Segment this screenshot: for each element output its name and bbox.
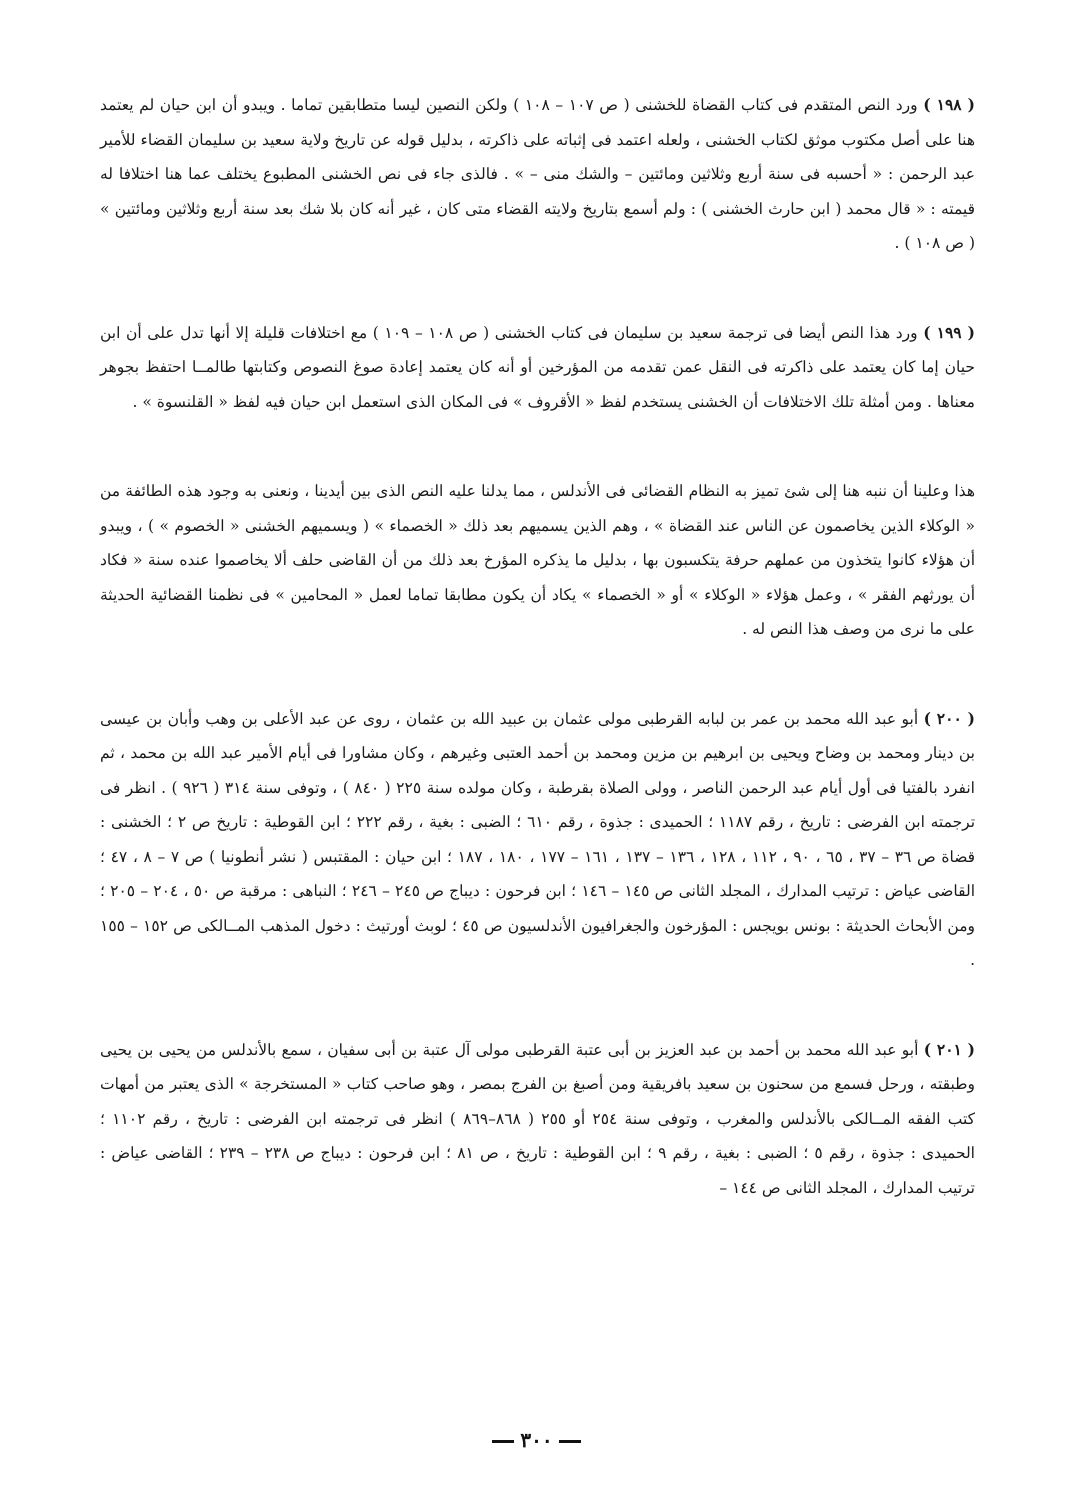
footnote-201 (100, 1033, 975, 1206)
dash-decoration (492, 1440, 514, 1443)
footnote-number: ( ١٩٩ ) (923, 322, 975, 342)
footnote-text: أبو عبد الله محمد بن أحمد بن عبد العزيز بن أبى عتبة القرطبى مولى آل عتبة بن أبى سفيان ، سمع بالأندلس من يحيى بن يحيى وطبقته ، ورحل فسمع من سحنون بن سعيد بافريقية ومن أصبغ بن الفرج بمصر ، وهو صاحب كتاب « المستخرجة » الذى يعتبر من أمهات كتب الفقه المــالكى بالأندلس والمغرب ، وتوفى سنة ٢٥٤ أو ٢٥٥ ( ٨٦٨–٨٦٩ ) انظر فى ترجمته ابن الفرضى : تاريخ ، رقم ١١٠٢ ؛ الحميدى : جذوة ، رقم ٥ ؛ الضبى : بغية ، رقم ٩ ؛ ابن القوطية : تاريخ ، ص ٨١ ؛ ابن فرحون : ديباج ص ٢٣٨ – ٢٣٩ ؛ القاضى عياض : ترتيب المدارك ، المجلد الثانى ص ١٤٤ – (100, 1040, 976, 1197)
footnote-text: هذا وعلينا أن ننبه هنا إلى شئ تميز به النظام القضائى فى الأندلس ، مما يدلنا عليه النص الذى بين أيدينا ، ونعنى به وجود هذه الطائفة من « الوكلاء الذين يخاصمون عن الناس عند القضاة » ، وهم الذين يسميهم بعد ذلك « الخصماء » ( ويسميهم الخشنى « الخصوم » ) ، ويبدو أن هؤلاء كانوا يتخذون من عملهم حرفة يتكسبون بها ، بدليل ما يذكره المؤرخ بعد ذلك من أن القاضى حلف ألا يخاصموا عنده سنة « فكاد أن يورثهم الفقر » ، وعمل هؤلاء « الوكلاء » أو « الخصماء » يكاد أن يكون مطابقا تماما لعمل « المحامين » فى نظمنا القضائية الحديثة على ما نرى من وصف هذا النص له . (100, 482, 975, 638)
footnote-200 (100, 702, 975, 978)
footnote-text: أبو عبد الله محمد بن عمر بن لبابه القرطبى مولى عثمان بن عبيد الله بن عثمان ، روى عن عبد الأعلى بن وهب وأبان بن عيسى بن دينار ومحمد بن وضاح ويحيى بن ابرهيم بن مزين ومحمد بن أحمد العتبى وغيرهم ، وكان مشاورا فى أيام الأمير عبد الله بن محمد ، ثم انفرد بالفتيا فى أول أيام عبد الرحمن الناصر ، وولى الصلاة بقرطبة ، وكان مولده سنة ٢٢٥ ( ٨٤٠ ) ، وتوفى سنة ٣١٤ ( ٩٢٦ ) . انظر فى ترجمته ابن الفرضى : تاريخ ، رقم ١١٨٧ ؛ الحميدى : جذوة ، رقم ٦١٠ ؛ الضبى : بغية ، رقم ٢٢٢ ؛ ابن القوطية : تاريخ ص ٢ ؛ الخشنى : قضاة ص ٣٦ – ٣٧ ، ٦٥ ، ٩٠ ، ١١٢ ، ١٢٨ ، ١٣٦ – ١٣٧ ، ١٦١ – ١٧٧ ، ١٨٠ ، ١٨٧ ؛ ابن حيان : المقتبس ( نشر أنطونيا ) ص ٧ – ٨ ، ٤٧ ؛ القاضى عياض : ترتيب المدارك ، المجلد الثانى ص ١٤٥ – ١٤٦ ؛ ابن فرحون : ديباج ص ٢٤٥ – ٢٤٦ ؛ النباهى : مرقبة ص ٥٠ ، ٢٠٤ – ٢٠٥ ؛ ومن الأبحاث الحديثة : بونس بويجس : المؤرخون والجغرافيون الأندلسيون ص ٤٥ ؛ لوبث أورتيث : دخول المذهب المــالكى ص ١٥٢ – ١٥٥ . (100, 709, 976, 969)
page-body (100, 88, 975, 1260)
footnote-number: ( ٢٠٠ ) (923, 708, 976, 728)
page-number-text: ٣٠٠ (520, 1428, 553, 1452)
footnote-text: ورد النص المتقدم فى كتاب القضاة للخشنى ( ص ١٠٧ – ١٠٨ ) ولكن النصين ليسا متطابقين تماما . ويبدو أن ابن حيان لم يعتمد هنا على أصل مكتوب موثق لكتاب الخشنى ، ولعله اعتمد فى إثباته على ذاكرته ، بدليل قوله عن تاريخ ولاية سعيد بن سليمان القضاء للأمير عبد الرحمن : « أحسبه فى سنة أربع وثلاثين ومائتين – والشك منى – » . فالذى جاء فى نص الخشنى المطبوع يختلف عما هنا اختلافا له قيمته : « قال محمد ( ابن حارث الخشنى ) : ولم أسمع بتاريخ ولايته القضاء متى كان ، غير أنه كان بلا شك بعد سنة أربع وثلاثين ومائتين » ( ص ١٠٨ ) . (100, 96, 975, 252)
footnote-number: ( ١٩٨ ) (923, 95, 975, 114)
footnote-number: ( ٢٠١ ) (923, 1039, 975, 1059)
footnote-199-continuation (100, 474, 975, 647)
dash-decoration (559, 1440, 581, 1443)
footnote-text: ورد هذا النص أيضا فى ترجمة سعيد بن سليمان فى كتاب الخشنى ( ص ١٠٨ – ١٠٩ ) مع اختلافات قليلة إلا أنها تدل على أن ابن حيان إما كان يعتمد على ذاكرته فى النقل عمن تقدمه من المؤرخين أو أنه كان يعتمد إعادة صوغ النصوص وكتابتها طالمــا احتفظ بجوهر معناها . ومن أمثلة تلك الاختلافات أن الخشنى يستخدم لفظ « الأقروف » فى المكان الذى استعمل ابن حيان فيه لفظ « القلنسوة » . (100, 323, 975, 411)
footnote-198 (100, 88, 975, 261)
page-number (0, 1428, 1073, 1452)
footnote-199 (100, 316, 975, 420)
